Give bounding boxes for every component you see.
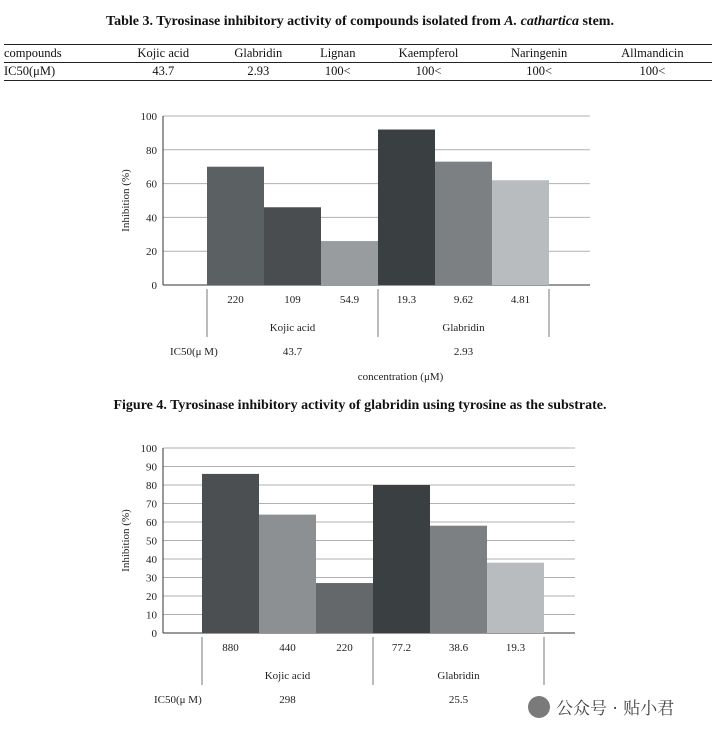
table-cell: 43.7 — [114, 63, 213, 81]
table-title: Table 3. Tyrosinase inhibitory activity of compounds isolated from A. cathartica stem. — [106, 14, 614, 29]
table-row — [4, 63, 712, 81]
table-header-cell: Naringenin — [485, 45, 592, 63]
wechat-logo-icon — [528, 696, 550, 718]
y-tick-label: 40 — [146, 554, 157, 566]
bar — [321, 241, 378, 285]
figure-4-title: Figure 4. Tyrosinase inhibitory activity of glabridin using tyrosine as the substrate. — [113, 398, 607, 413]
table-cell: 2.93 — [213, 63, 304, 81]
y-tick-label: 50 — [146, 535, 157, 548]
table-header-cell: Allmandicin — [593, 45, 712, 63]
table-cell: 100< — [485, 63, 592, 81]
table-header-cell: Kaempferol — [372, 45, 486, 63]
y-tick-label: 80 — [146, 144, 157, 157]
table-cell: IC50(μM) — [4, 63, 114, 81]
bar — [373, 485, 430, 633]
table-cell: 100< — [304, 63, 372, 81]
x-tick-label: 77.2 — [391, 642, 412, 654]
x-tick-label: 109 — [284, 294, 301, 306]
x-tick-label: 9.62 — [453, 294, 474, 306]
y-tick-label: 20 — [146, 591, 157, 603]
x-tick-label: 38.6 — [448, 642, 469, 654]
y-tick-label: 20 — [146, 246, 157, 259]
y-tick-label: 60 — [146, 178, 157, 191]
y-tick-label: 40 — [146, 212, 157, 225]
table-header-cell: Kojic acid — [114, 45, 213, 63]
bar — [430, 526, 487, 633]
y-tick-label: 0 — [151, 628, 157, 640]
x-tick-label: 220 — [336, 642, 353, 654]
chart-inhibition-1 — [0, 100, 720, 400]
y-tick-label: 80 — [146, 480, 157, 492]
ic50-table — [4, 44, 712, 81]
ic50-value: 298 — [279, 694, 296, 706]
y-axis-label: Inhibition (%) — [120, 169, 132, 232]
x-tick-label: 220 — [227, 294, 244, 306]
y-tick-label: 30 — [146, 572, 157, 585]
group-label: Kojic acid — [269, 322, 316, 334]
watermark — [528, 694, 674, 719]
bar — [435, 162, 492, 285]
bar — [316, 583, 373, 633]
x-tick-label: 440 — [279, 642, 296, 654]
table-header-row — [4, 45, 712, 63]
table-cell: 100< — [372, 63, 486, 81]
y-tick-label: 10 — [146, 609, 157, 622]
bar — [202, 474, 259, 633]
x-tick-label: 19.3 — [396, 294, 417, 306]
ic50-label: IC50(μ M) — [170, 346, 218, 358]
x-tick-label: 19.3 — [505, 642, 526, 654]
bar — [378, 130, 435, 285]
y-axis-label: Inhibition (%) — [120, 509, 132, 572]
group-label: Kojic acid — [264, 670, 311, 682]
table-header-cell: Glabridin — [213, 45, 304, 63]
group-label: Glabridin — [437, 670, 480, 682]
table-header-cell: compounds — [4, 45, 114, 63]
watermark-text: 公众号 · 贴小君 — [556, 699, 675, 719]
bar — [264, 207, 321, 285]
x-tick-label: 54.9 — [339, 294, 360, 306]
group-label: Glabridin — [442, 322, 485, 334]
x-axis-label: concentration (μM) — [357, 371, 444, 383]
ic50-value: 2.93 — [453, 346, 474, 358]
ic50-value: 43.7 — [282, 346, 303, 358]
table-header-cell: Lignan — [304, 45, 372, 63]
chart-inhibition-2 — [0, 436, 720, 736]
ic50-label: IC50(μ M) — [154, 694, 202, 706]
x-tick-label: 880 — [222, 642, 239, 654]
y-tick-label: 100 — [140, 443, 157, 455]
y-tick-label: 60 — [146, 517, 157, 529]
y-tick-label: 0 — [151, 280, 157, 292]
y-tick-label: 70 — [146, 498, 157, 511]
y-tick-label: 100 — [140, 111, 157, 123]
table-cell: 100< — [593, 63, 712, 81]
y-tick-label: 90 — [146, 461, 157, 474]
bar — [207, 167, 264, 285]
x-tick-label: 4.81 — [510, 294, 531, 306]
bar — [487, 563, 544, 633]
ic50-value: 25.5 — [448, 694, 469, 706]
bar — [259, 515, 316, 633]
bar — [492, 180, 549, 285]
